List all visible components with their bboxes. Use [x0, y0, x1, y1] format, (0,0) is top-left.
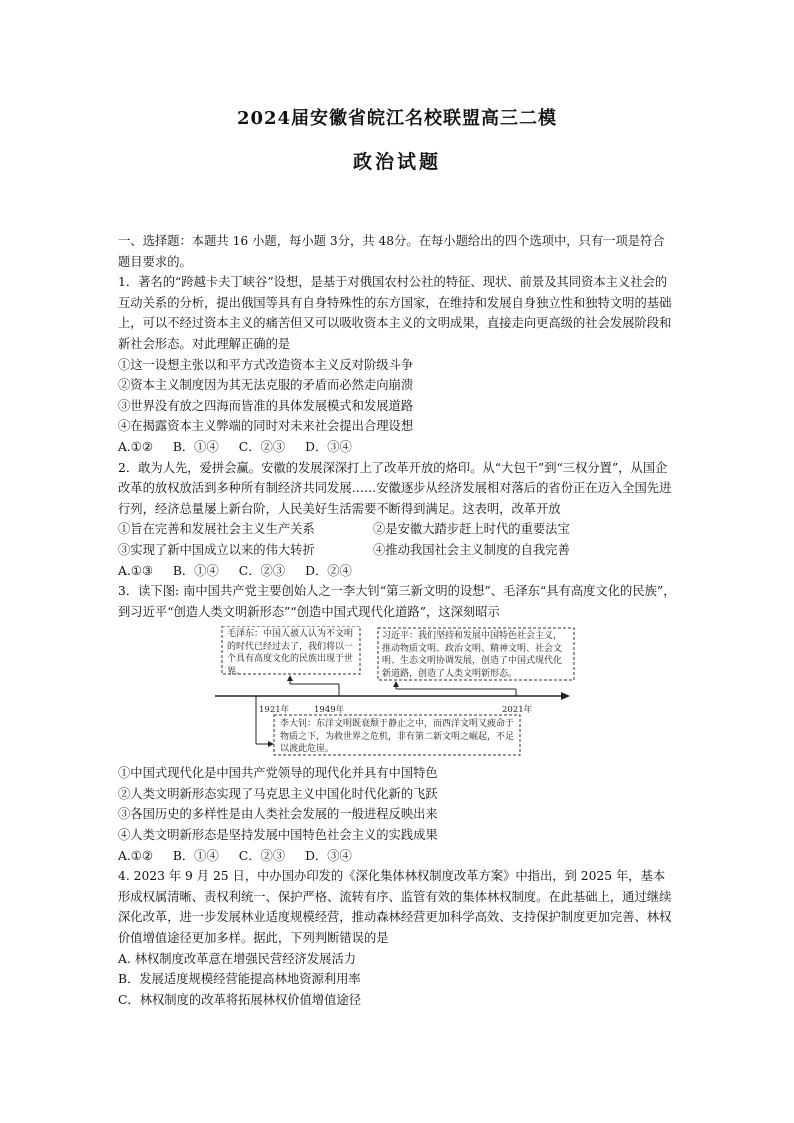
q3-option-1: ①中国式现代化是中国共产党领导的现代化并具有中国特色 [118, 766, 438, 781]
exam-content [118, 231, 676, 1010]
q1-answer-b: B．①④ [172, 439, 219, 454]
q3-timeline-figure [118, 626, 676, 761]
q3-option-4: ④人类文明新形态是坚持发展中国特色社会主义的实践成果 [118, 828, 438, 843]
q2-option-4: ④推动我国社会主义制度的自我完善 [373, 542, 570, 557]
q2-answers [118, 561, 676, 582]
q1-option-1: ①这一设想主张以和平方式改造资本主义反对阶级斗争 [118, 357, 414, 372]
q2-option-2: ②是安徽大踏步赶上时代的重要法宝 [373, 522, 570, 537]
q1-answer-a: A.①② [118, 439, 153, 454]
q1-option-2: ②资本主义制度因为其无法克服的矛盾而必然走向崩溃 [118, 378, 414, 393]
q2-option-3: ③实现了新中国成立以来的伟大转折 [118, 542, 315, 557]
q2-option-1: ①旨在完善和发展社会主义生产关系 [118, 522, 315, 537]
q1-answer-c: C．②③ [238, 439, 286, 454]
q2-answer-d: D．②④ [305, 563, 352, 578]
q2-answer-a: A.①③ [118, 563, 153, 578]
q1-option-4: ④在揭露资本主义弊端的同时对未来社会提出合理设想 [118, 419, 414, 434]
q3-option-2: ②人类文明新形态实现了马克思主义中国化时代化新的飞跃 [118, 786, 438, 801]
year-1949: 1949年 [314, 705, 345, 716]
page-title: 2024届安徽省皖江名校联盟高三二模 [236, 108, 558, 129]
q3-stem: 3．读下图: 南中国共产党主要创始人之一李大钊“第三新文明的设想”、毛泽东“具有高度文化的民族”，到习近平“创造人类文明新形态”“创造中国式现代化道路”，这深刻昭示 [118, 584, 676, 619]
q2-answer-b: B．①④ [172, 563, 219, 578]
timeline-arrow-head [561, 692, 570, 700]
section-intro: 一、选择题：本题共 16 小题，每小题 3分，共 48分。在每小题给出的四个选项中，只有一项是符合题目要求的。 [118, 234, 665, 269]
q4-option-c: C．林权制度的改革将拓展林权价值增值途径 [118, 992, 362, 1007]
q2-answer-c: C．②③ [238, 563, 286, 578]
year-1921: 1921年 [259, 705, 290, 716]
q1-answer-d: D．③④ [305, 439, 352, 454]
q3-option-3: ③各国历史的多样性是由人类社会发展的一般进程反映出来 [118, 807, 438, 822]
q1-answers [118, 437, 676, 458]
q3-answer-d: D．③④ [305, 848, 352, 863]
q2-stem: 2．敢为人先，爱拼会赢。安徽的发展深深打上了改革开放的烙印。从“大包干”到“三权分置”，从国企改革的放权放活到多种所有制经济共同发展……安徽逐步从经济发展相对落后的省份正在迈入全国先进行列，经济总量屡上新台阶，人民美好生活需要不断得到满足。这表明，改革开放 [118, 460, 672, 516]
q3-answer-b: B．①④ [172, 848, 219, 863]
q3-answer-c: C．②③ [238, 848, 286, 863]
q2-options-row-1 [118, 519, 676, 540]
q4-stem: 4. 2023 年 9 月 25 日，中办国办印发的《深化集体林权制度改革方案》中指出，到 2025 年，基本形成权属清晰、责权利统一、保护严格、流转有序、监管有效的集体林权制度。在此基础上，通过继续深化改革，进一步发展林业适度规模经营，推动森林经营更加科学高效、支持保护制度更加完善、林权价值增值途径更加多样。据此，下列判断错误的是 [118, 869, 672, 946]
li-quote: 李大钊：东洋文明既衰颓于静止之中，而西洋文明又疲命于物质之下，为救世界之危机，非有第二新文明之崛起，不足以渡此危崖。 [280, 719, 515, 755]
q3-answers [118, 846, 676, 867]
mao-quote: 毛泽东：中国人被人认为不文明的时代已经过去了，我们将以一个具有高度文化的民族出现于世界。 [227, 629, 354, 677]
year-2021: 2021年 [502, 705, 533, 716]
q1-stem: 1．著名的“跨越卡夫丁峡谷”设想，是基于对俄国农村公社的特征、现状、前景及其同资本主义社会的互动关系的分析，提出俄国等具有自身特殊性的东方国家，在维持和发展自身独立性和独特文明的基础上，可以不经过资本主义的痛苦但又可以吸收资本主义的文明成果，直接走向更高级的社会发展阶段和新社会形态。对此理解正确的是 [118, 275, 672, 351]
q1-option-3: ③世界没有放之四海而皆准的具体发展模式和发展道路 [118, 398, 414, 413]
q4-option-a: A. 林权制度改革意在增强民营经济发展活力 [118, 951, 357, 966]
q2-options-row-2 [118, 540, 676, 561]
q4-option-b: B．发展适度规模经营能提高林地资源利用率 [118, 972, 361, 987]
xi-quote: 习近平：我们坚持和发展中国特色社会主义，推动物质文明、政治文明、精神文明、社会文明、生态文明协调发展，创造了中国式现代化新道路，创造了人类文明新形态。 [382, 631, 563, 679]
page-subtitle: 政治试题 [352, 151, 441, 173]
q3-answer-a: A.①② [118, 848, 153, 863]
